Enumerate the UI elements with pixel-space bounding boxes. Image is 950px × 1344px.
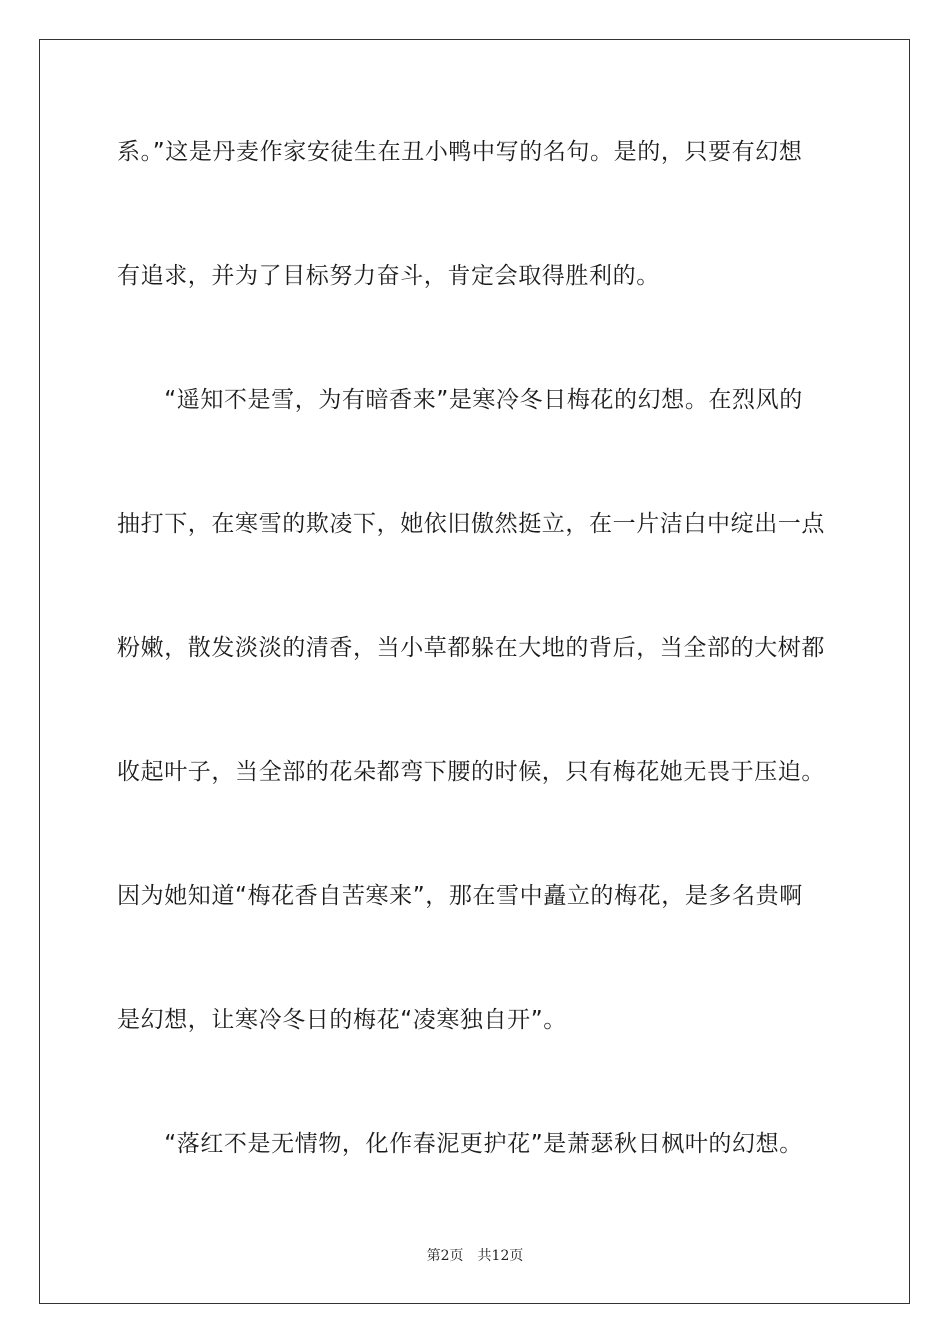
body-text-line: 有追求，并为了目标努力奋斗，肯定会取得胜利的。 bbox=[117, 263, 660, 289]
body-text-line: 抽打下，在寒雪的欺凌下，她依旧傲然挺立，在一片洁白中绽出一点 bbox=[117, 511, 825, 537]
page-total: 共12页 bbox=[477, 1248, 524, 1264]
body-text-line: 粉嫩，散发淡淡的清香，当小草都躲在大地的背后，当全部的大树都 bbox=[117, 635, 825, 661]
body-text-line: “落红不是无情物，化作春泥更护花”是萧瑟秋日枫叶的幻想。 bbox=[117, 1131, 803, 1157]
body-text-line: 系。”这是丹麦作家安徒生在丑小鸭中写的名句。是的，只要有幻想 bbox=[117, 139, 803, 165]
body-text-line: “遥知不是雪，为有暗香来”是寒冷冬日梅花的幻想。在烈风的 bbox=[117, 387, 803, 413]
page-number: 第2页 bbox=[426, 1248, 464, 1264]
body-text-line: 收起叶子，当全部的花朵都弯下腰的时候，只有梅花她无畏于压迫。 bbox=[117, 759, 825, 785]
body-text-line: 因为她知道“梅花香自苦寒来”，那在雪中矗立的梅花，是多名贵啊 bbox=[117, 883, 803, 909]
page-border bbox=[39, 39, 910, 1304]
page-footer bbox=[0, 1247, 950, 1265]
body-text-line: 是幻想，让寒冷冬日的梅花“凌寒独自开”。 bbox=[117, 1007, 567, 1033]
